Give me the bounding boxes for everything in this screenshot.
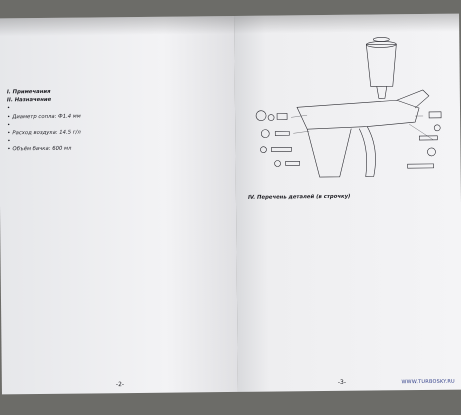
instructions-text <box>7 86 228 154</box>
instruction-line: II. Назначение <box>6 97 52 104</box>
parts-list-line <box>248 202 453 204</box>
parts-list-line <box>248 202 453 204</box>
parts-list-line <box>248 202 453 204</box>
parts-list-line <box>248 202 453 204</box>
right-parts-group <box>407 112 442 168</box>
instruction-line: • Диаметр сопла: Ф1.4 мм <box>7 111 227 122</box>
parts-list-line <box>248 202 453 204</box>
trigger-shape <box>359 126 376 176</box>
parts-list-line <box>248 202 453 204</box>
instruction-line: I. Примечания <box>6 88 51 96</box>
website-url: WWW.TURBOSKY.RU <box>401 378 455 386</box>
spray-gun-exploded-diagram <box>246 36 453 188</box>
parts-list-line <box>248 202 453 204</box>
paint-cup-shape <box>366 44 396 86</box>
parts-list <box>248 202 453 204</box>
instruction-line: • Расход воздуха: 14.5 г/л <box>7 127 227 138</box>
parts-list-line <box>248 202 453 204</box>
parts-list-line <box>248 202 453 204</box>
parts-list-line <box>248 202 453 204</box>
parts-list-heading: IV. Перечень деталей (в строчку) <box>247 193 351 201</box>
parts-list-line <box>248 202 453 204</box>
parts-list-line <box>248 202 453 204</box>
parts-list-line <box>248 202 453 204</box>
page-number-right: -3- <box>337 378 347 386</box>
instruction-line: • Объём бачка: 600 мл <box>7 143 227 154</box>
small-parts-group <box>256 110 300 166</box>
parts-list-line <box>248 202 453 204</box>
parts-list-line <box>248 202 453 204</box>
right-page <box>234 14 461 392</box>
gun-body-shape <box>297 100 419 129</box>
parts-list-line <box>248 202 453 204</box>
parts-list-line <box>248 202 453 204</box>
left-page <box>0 16 238 394</box>
open-manual-booklet <box>0 14 461 395</box>
page-number-left: -2- <box>115 381 125 389</box>
parts-list-line <box>248 202 453 204</box>
parts-list-line <box>248 202 453 204</box>
parts-list-line <box>248 202 453 204</box>
